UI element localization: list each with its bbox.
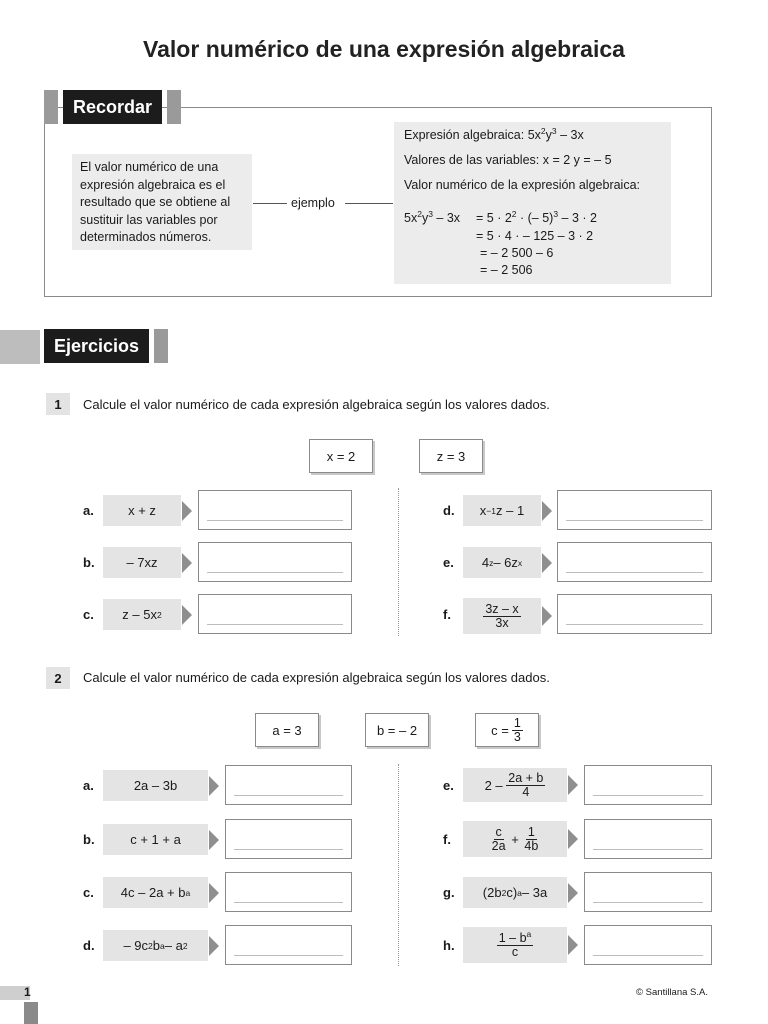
ex2-item-c-answer[interactable] [225,872,352,912]
arrow-icon [542,501,552,521]
ex2-item-d-expr: – 9c 2 b a – a 2 [103,930,208,961]
ex1-item-b-answer[interactable] [198,542,352,582]
answer-line [234,795,343,796]
arrow-icon [182,553,192,573]
header-bar-right [154,329,168,363]
example-expression: Expresión algebraica: $5x^2y^3 - 3x$ [404,126,584,142]
answer-line [207,572,343,573]
page-title: Valor numérico de una expresión algebraica [143,36,625,62]
ex2-item-b-expr: c + 1 + a [103,824,208,855]
arrow-icon [182,605,192,625]
arrow-icon [568,935,578,955]
ex1-value-z: z = 3 [419,439,483,473]
exercise-2-prompt: Calcule el valor numérico de cada expresión algebraica según los valores dados. [83,670,550,685]
ex1-item-b-letter: b. [83,555,95,570]
exercise-1-number: 1 [46,393,70,415]
arrow-icon [568,829,578,849]
ex2-value-b: b = – 2 [365,713,429,747]
copyright: © Santillana S.A. [636,987,708,998]
column-divider [398,764,399,966]
fraction: $\frac{1}{4b}$ [524,824,539,853]
connector-line-right [345,203,393,204]
answer-line [234,955,343,956]
ex2-item-f-answer[interactable] [584,819,712,859]
ex1-item-c-letter: c. [83,607,94,622]
answer-line [593,795,703,796]
arrow-icon [209,936,219,956]
arrow-icon [182,501,192,521]
ex2-item-a-letter: a. [83,778,94,793]
arrow-icon [209,830,219,850]
ex2-item-g-expr: (2b 2 c) a – 3a [463,877,567,908]
ejercicios-strip [0,330,40,364]
exercise-2-number: 2 [46,667,70,689]
ex2-item-d-letter: d. [83,938,95,953]
arrow-icon [568,775,578,795]
calc-step1-text: = 5 · 2 [476,211,512,225]
recordar-header [44,90,181,124]
answer-line [593,849,703,850]
answer-line [566,624,703,625]
example-calc-step4: = – 2 506 [480,263,533,277]
ex2-item-c-letter: c. [83,885,94,900]
arrow-icon [209,776,219,796]
example-box [394,122,671,284]
footer-bar [24,1002,38,1024]
ex1-item-f-expr [463,598,541,634]
fraction: $\frac{2a + b}{4}$ [508,770,544,799]
ex2-item-b-answer[interactable] [225,819,352,859]
ex2-item-f-expr: $\frac{c}{2a}$ + $\frac{1}{4b}$ [463,821,567,857]
ex2-item-h-expr [463,927,567,963]
ex1-item-a-expr: x + z [103,495,181,526]
ex2-item-b-letter: b. [83,832,95,847]
ex2-item-h-letter: h. [443,938,455,953]
ex2-item-g-letter: g. [443,885,455,900]
answer-line [593,902,703,903]
answer-line [207,624,343,625]
ex1-item-e-letter: e. [443,555,454,570]
ex1-item-e-expr: 4 z – 6z x [463,547,541,578]
ex2-item-c-expr: 4c – 2a + b a [103,877,208,908]
ex1-item-b-expr: – 7xz [103,547,181,578]
ex1-item-e-answer[interactable] [557,542,712,582]
example-calc-step2: = 5 · 4 · – 125 – 3 · 2 [476,229,594,243]
answer-line [593,955,703,956]
ejemplo-label: ejemplo [291,196,335,210]
ex1-value-x: x = 2 [309,439,373,473]
ex2-item-h-answer[interactable] [584,925,712,965]
arrow-icon [209,883,219,903]
answer-line [234,849,343,850]
ex1-item-c-expr: z – 5x 2 [103,599,181,630]
connector-line-left [253,203,287,204]
ex1-item-a-letter: a. [83,503,94,518]
fraction: $\frac{3z - x}{3x}$ [485,601,519,630]
ex1-item-f-letter: f. [443,607,451,622]
ex2-item-e-letter: e. [443,778,454,793]
arrow-icon [568,883,578,903]
example-variables: Valores de las variables: x = 2 y = – 5 [404,153,612,167]
ex2-value-a: a = 3 [255,713,319,747]
ex1-item-d-letter: d. [443,503,455,518]
ex2-item-g-answer[interactable] [584,872,712,912]
page-number: 1 [24,985,31,999]
example-calc-step3: = – 2 500 – 6 [480,246,554,260]
ex1-item-c-answer[interactable] [198,594,352,634]
answer-line [234,902,343,903]
ex1-item-a-answer[interactable] [198,490,352,530]
answer-line [207,520,343,521]
header-bar-left [44,90,58,124]
fraction: $\frac{1 - b^a}{c}$ [498,928,532,959]
ejercicios-header [44,329,168,363]
ex2-value-c: c = $\frac{1}{3}$ [475,713,539,747]
answer-line [566,520,703,521]
ex2-item-d-answer[interactable] [225,925,352,965]
example-value-label: Valor numérico de la expresión algebraica: [404,178,641,192]
recordar-heading: Recordar [63,90,162,124]
ex2-item-a-answer[interactable] [225,765,352,805]
ex2-item-e-expr: 2 – $\frac{2a + b}{4}$ [463,768,567,802]
exercise-1-prompt: Calcule el valor numérico de cada expresión algebraica según los valores dados. [83,397,550,412]
header-bar-right [167,90,181,124]
example-calc-lhs: $5x^2y^3 - 3x$ [404,209,461,225]
ex1-item-d-expr: x −1 z – 1 [463,495,541,526]
ex2-item-f-letter: f. [443,832,451,847]
arrow-icon [542,553,552,573]
fraction: $\frac{1}{3}$ [513,715,521,744]
example-calc-step1: = $5 \cdot 2^2$ · (– 5)$^3$ – 3 · 2 [476,209,597,225]
definition-box: El valor numérico de una expresión algebraica es el resultado que se obtiene al sustituir las variables por determinados números. [72,154,252,250]
ex1-item-d-answer[interactable] [557,490,712,530]
ex2-item-a-expr: 2a – 3b [103,770,208,801]
ex1-item-f-answer[interactable] [557,594,712,634]
fraction: $\frac{c}{2a}$ [491,824,506,853]
arrow-icon [542,606,552,626]
ex2-item-e-answer[interactable] [584,765,712,805]
column-divider [398,488,399,636]
ejercicios-heading: Ejercicios [44,329,149,363]
answer-line [566,572,703,573]
example-expression-label: Expresión algebraica: [404,128,525,142]
